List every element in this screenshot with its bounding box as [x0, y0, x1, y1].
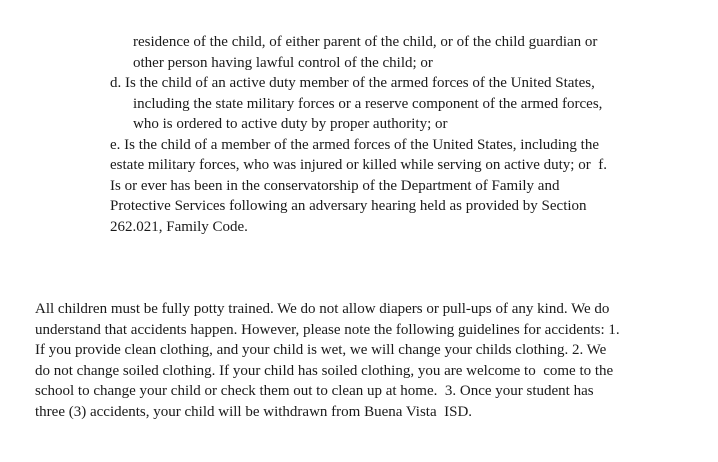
eligibility-line: Protective Services following an adversary hearing held as provided by Section	[110, 198, 587, 214]
eligibility-line: who is ordered to active duty by proper authority; or	[133, 116, 448, 132]
policy-line: three (3) accidents, your child will be withdrawn from Buena Vista ISD.	[35, 404, 473, 420]
policy-line: do not change soiled clothing. If your child has soiled clothing, you are welcome to come to the	[35, 363, 614, 379]
eligibility-line: including the state military forces or a reserve component of the armed forces,	[133, 96, 603, 112]
eligibility-line: other person having lawful control of the child; or	[133, 55, 433, 71]
eligibility-line: 262.021, Family Code.	[110, 219, 248, 235]
eligibility-line: residence of the child, of either parent of the child, or of the child guardian or	[133, 34, 598, 50]
policy-line: If you provide clean clothing, and your child is wet, we will change your childs clothing. 2. We	[35, 342, 607, 358]
eligibility-item-d: d. Is the child of an active duty member of the armed forces of the United States,	[110, 75, 595, 91]
policy-line: school to change your child or check them out to clean up at home. 3. Once your student has	[35, 383, 594, 399]
policy-line: understand that accidents happen. However, please note the following guidelines for accidents: 1.	[35, 322, 620, 338]
eligibility-item-f: Is or ever has been in the conservatorship of the Department of Family and	[110, 178, 560, 194]
policy-line: All children must be fully potty trained. We do not allow diapers or pull-ups of any kind. We do	[35, 301, 610, 317]
eligibility-line: estate military forces, who was injured or killed while serving on active duty; or f.	[110, 157, 607, 173]
eligibility-item-e: e. Is the child of a member of the armed forces of the United States, including the	[110, 137, 600, 153]
